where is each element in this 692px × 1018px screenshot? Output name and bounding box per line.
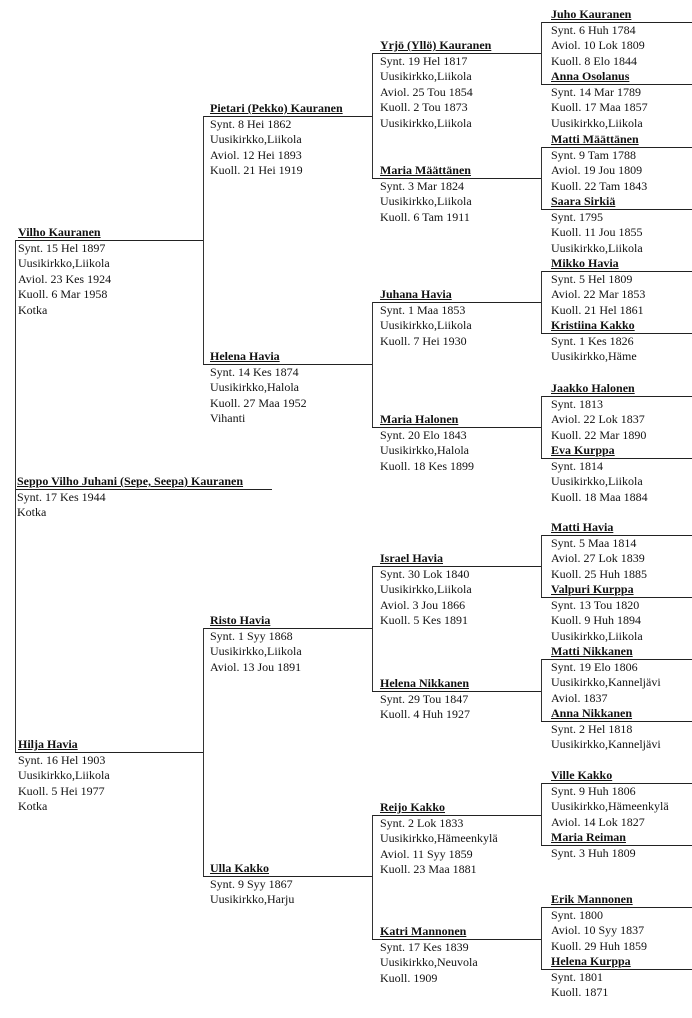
person-name: Mikko Havia xyxy=(551,256,619,270)
name-rule xyxy=(541,783,692,784)
person-detail: Synt. 9 Huh 1806 xyxy=(551,783,636,798)
connector-line xyxy=(15,240,16,752)
person-detail: Uusikirkko,Liikola xyxy=(380,582,472,596)
person-detail: Kuoll. 18 Maa 1884 xyxy=(551,489,648,504)
connector-line xyxy=(203,116,204,364)
person-detail: Synt. 1800 xyxy=(551,907,604,922)
person-detail: Aviol. 10 Syy 1837 xyxy=(551,923,645,937)
name-rule xyxy=(541,907,692,908)
person-detail: Uusikirkko,Liikola xyxy=(551,628,643,643)
connector-line xyxy=(541,783,542,845)
person-detail: Uusikirkko,Hämeenkylä xyxy=(551,799,669,813)
name-rule xyxy=(541,271,692,272)
name-rule xyxy=(541,209,692,210)
person-detail: Kuoll. 7 Hei 1930 xyxy=(380,333,467,348)
person-name: Erik Mannonen xyxy=(551,892,633,906)
person-detail: Kuoll. 22 Mar 1890 xyxy=(551,427,647,442)
person-detail: Synt. 1814 xyxy=(551,458,604,473)
person-name: Valpuri Kurppa xyxy=(551,582,634,596)
person-detail: Kuoll. 23 Maa 1881 xyxy=(380,862,477,876)
name-rule xyxy=(541,84,692,85)
person-matti-nikkanen xyxy=(551,644,661,706)
person-name: Katri Mannonen xyxy=(380,924,467,938)
person-name: Reijo Kakko xyxy=(380,800,446,814)
person-detail: Kuoll. 6 Tam 1911 xyxy=(380,209,470,224)
person-name: Maria Määttänen xyxy=(380,163,471,177)
person-detail: Synt. 9 Syy 1867 xyxy=(210,876,293,891)
person-juhana-havia xyxy=(380,287,472,349)
person-saara-sirkia xyxy=(551,194,643,256)
person-detail: Kuoll. 29 Huh 1859 xyxy=(551,938,647,953)
name-rule xyxy=(541,458,692,459)
person-maria-maattanen xyxy=(380,163,472,225)
person-detail: Kotka xyxy=(17,505,47,519)
person-name: Yrjö (Yllö) Kauranen xyxy=(380,38,492,52)
person-detail: Synt. 1 Maa 1853 xyxy=(380,302,466,317)
person-detail: Aviol. 13 Jou 1891 xyxy=(210,659,302,674)
person-detail: Uusikirkko,Hämeenkylä xyxy=(380,831,498,845)
person-mikko-havia xyxy=(551,256,645,318)
person-detail: Kotka xyxy=(18,302,48,317)
person-detail: Uusikirkko,Liikola xyxy=(18,768,110,782)
person-juho-kauranen xyxy=(551,7,645,69)
person-detail: Aviol. 19 Jou 1809 xyxy=(551,163,643,177)
person-detail: Synt. 1 Kes 1826 xyxy=(551,333,634,348)
person-name: Juho Kauranen xyxy=(551,7,632,21)
person-detail: Aviol. 27 Lok 1839 xyxy=(551,551,645,565)
person-detail: Kuoll. 11 Jou 1855 xyxy=(551,225,643,239)
name-rule xyxy=(372,939,541,940)
person-detail: Uusikirkko,Liikola xyxy=(380,115,472,130)
person-name: Eva Kurppa xyxy=(551,443,615,457)
person-detail: Aviol. 10 Lok 1809 xyxy=(551,38,645,52)
connector-line xyxy=(541,659,542,721)
person-detail: Kuoll. 6 Mar 1958 xyxy=(18,287,108,301)
person-detail: Uusikirkko,Liikola xyxy=(380,194,472,208)
person-detail: Synt. 1795 xyxy=(551,209,604,224)
person-name: Israel Havia xyxy=(380,551,443,565)
person-detail: Uusikirkko,Liikola xyxy=(380,318,472,332)
name-rule xyxy=(372,53,541,54)
person-detail: Uusikirkko,Häme xyxy=(551,349,637,363)
person-helena-kurppa xyxy=(551,954,631,1001)
person-name: Kristiina Kakko xyxy=(551,318,635,332)
person-detail: Kuoll. 8 Elo 1844 xyxy=(551,53,637,68)
connector-line xyxy=(372,815,373,939)
person-detail: Kuoll. 17 Maa 1857 xyxy=(551,100,648,114)
person-detail: Kuoll. 2 Tou 1873 xyxy=(380,100,468,114)
person-helena-havia xyxy=(210,349,307,427)
person-anna-nikkanen xyxy=(551,706,661,753)
person-detail: Aviol. 1837 xyxy=(551,690,608,705)
person-detail: Aviol. 22 Mar 1853 xyxy=(551,287,646,301)
person-detail: Uusikirkko,Harju xyxy=(210,892,295,906)
person-detail: Synt. 5 Hel 1809 xyxy=(551,271,633,286)
person-jaakko-halonen xyxy=(551,381,646,443)
name-rule xyxy=(541,333,692,334)
connector-line xyxy=(372,566,373,691)
person-matti-maattanen xyxy=(551,132,647,194)
connector-line xyxy=(541,396,542,458)
connector-line xyxy=(203,628,204,876)
person-detail: Synt. 15 Hel 1897 xyxy=(18,240,106,255)
connector-line xyxy=(541,907,542,969)
person-detail: Synt. 3 Huh 1809 xyxy=(551,845,636,860)
connector-line xyxy=(541,271,542,333)
person-detail: Synt. 9 Tam 1788 xyxy=(551,147,636,162)
person-detail: Synt. 3 Mar 1824 xyxy=(380,178,464,193)
person-detail: Synt. 1 Syy 1868 xyxy=(210,628,293,643)
person-detail: Kuoll. 4 Huh 1927 xyxy=(380,707,470,721)
person-detail: Uusikirkko,Liikola xyxy=(210,132,302,146)
person-detail: Kotka xyxy=(18,799,48,813)
person-katri-mannonen xyxy=(380,924,478,986)
name-rule xyxy=(372,691,541,692)
person-detail: Synt. 1801 xyxy=(551,969,604,984)
person-detail: Synt. 20 Elo 1843 xyxy=(380,427,467,442)
person-detail: Aviol. 23 Kes 1924 xyxy=(18,271,112,286)
person-name: Hilja Havia xyxy=(18,737,78,751)
person-detail: Synt. 16 Hel 1903 xyxy=(18,752,106,767)
person-risto-havia xyxy=(210,613,302,675)
person-eva-kurppa xyxy=(551,443,648,505)
person-detail: Synt. 19 Elo 1806 xyxy=(551,659,638,674)
person-detail: Synt. 14 Kes 1874 xyxy=(210,364,299,379)
person-erik-mannonen xyxy=(551,892,647,954)
person-helena-nikkanen xyxy=(380,676,470,723)
person-detail: Synt. 2 Hel 1818 xyxy=(551,721,633,736)
person-name: Helena Kurppa xyxy=(551,954,631,968)
person-detail: Kuoll. 1909 xyxy=(380,970,438,985)
person-detail: Aviol. 14 Lok 1827 xyxy=(551,814,645,829)
name-rule xyxy=(541,396,692,397)
person-detail: Uusikirkko,Liikola xyxy=(18,256,110,270)
person-detail: Uusikirkko,Liikola xyxy=(380,69,472,83)
connector-line xyxy=(372,53,373,178)
person-detail: Synt. 17 Kes 1839 xyxy=(380,939,469,954)
person-name: Matti Havia xyxy=(551,520,614,534)
person-name: Jaakko Halonen xyxy=(551,381,635,395)
person-name: Ulla Kakko xyxy=(210,861,270,875)
person-name: Helena Nikkanen xyxy=(380,676,470,690)
person-name: Maria Reiman xyxy=(551,830,626,844)
person-detail: Uusikirkko,Kanneljävi xyxy=(551,737,661,751)
person-detail: Synt. 1813 xyxy=(551,396,604,411)
person-detail: Uusikirkko,Liikola xyxy=(551,240,643,255)
name-rule xyxy=(15,240,203,241)
person-detail: Synt. 8 Hei 1862 xyxy=(210,116,292,131)
person-detail: Kuoll. 9 Huh 1894 xyxy=(551,613,641,627)
person-detail: Aviol. 22 Lok 1837 xyxy=(551,412,645,426)
person-detail: Synt. 14 Mar 1789 xyxy=(551,84,641,99)
person-ville-kakko xyxy=(551,768,669,830)
name-rule xyxy=(15,752,203,753)
person-detail: Kuoll. 21 Hel 1861 xyxy=(551,302,644,317)
name-rule xyxy=(541,659,692,660)
person-kristiina-kakko xyxy=(551,318,637,365)
name-rule xyxy=(372,427,541,428)
person-detail: Uusikirkko,Halola xyxy=(380,443,469,457)
person-maria-halonen xyxy=(380,412,474,474)
name-rule xyxy=(372,566,541,567)
person-detail: Kuoll. 18 Kes 1899 xyxy=(380,458,474,473)
name-rule xyxy=(541,22,692,23)
person-name: Pietari (Pekko) Kauranen xyxy=(210,101,343,115)
person-hilja-havia xyxy=(18,737,110,815)
person-pietari-pekko-kauranen xyxy=(210,101,343,179)
person-detail: Uusikirkko,Liikola xyxy=(551,474,643,488)
name-rule xyxy=(203,116,372,117)
connector-line xyxy=(541,22,542,84)
person-name: Risto Havia xyxy=(210,613,271,627)
person-detail: Uusikirkko,Halola xyxy=(210,380,299,394)
person-detail: Aviol. 11 Syy 1859 xyxy=(380,846,473,861)
name-rule xyxy=(203,628,372,629)
person-ulla-kakko xyxy=(210,861,294,908)
name-rule xyxy=(541,969,692,970)
person-detail: Kuoll. 27 Maa 1952 xyxy=(210,395,307,410)
person-name: Anna Nikkanen xyxy=(551,706,633,720)
person-detail: Kuoll. 1871 xyxy=(551,985,609,999)
person-seppo-vilho-juhani-sepe-seepa-kauranen xyxy=(17,474,243,521)
person-detail: Kuoll. 25 Huh 1885 xyxy=(551,566,647,581)
connector-line xyxy=(541,535,542,597)
person-name: Vilho Kauranen xyxy=(18,225,101,239)
person-name: Seppo Vilho Juhani (Sepe, Seepa) Kauranen xyxy=(17,474,244,488)
person-detail: Uusikirkko,Liikola xyxy=(551,115,643,130)
person-name: Ville Kakko xyxy=(551,768,613,782)
person-detail: Synt. 19 Hel 1817 xyxy=(380,53,468,68)
person-detail: Kuoll. 21 Hei 1919 xyxy=(210,163,303,177)
person-detail: Kuoll. 5 Hei 1977 xyxy=(18,783,105,798)
person-detail: Aviol. 3 Jou 1866 xyxy=(380,597,466,612)
name-rule xyxy=(372,302,541,303)
person-reijo-kakko xyxy=(380,800,498,878)
person-name: Anna Osolanus xyxy=(551,69,630,83)
name-rule xyxy=(541,147,692,148)
person-detail: Uusikirkko,Liikola xyxy=(210,644,302,658)
person-detail: Synt. 17 Kes 1944 xyxy=(17,489,106,504)
person-detail: Synt. 30 Lok 1840 xyxy=(380,566,470,581)
person-detail: Aviol. 12 Hei 1893 xyxy=(210,147,302,162)
person-detail: Aviol. 25 Tou 1854 xyxy=(380,84,473,99)
person-israel-havia xyxy=(380,551,472,629)
name-rule xyxy=(15,489,272,490)
person-detail: Synt. 5 Maa 1814 xyxy=(551,535,637,550)
person-matti-havia xyxy=(551,520,647,582)
person-name: Saara Sirkiä xyxy=(551,194,616,208)
person-detail: Synt. 2 Lok 1833 xyxy=(380,815,464,830)
connector-line xyxy=(541,147,542,209)
person-anna-osolanus xyxy=(551,69,648,131)
name-rule xyxy=(203,876,372,877)
person-detail: Synt. 29 Tou 1847 xyxy=(380,691,469,706)
name-rule xyxy=(541,721,692,722)
name-rule xyxy=(541,535,692,536)
person-detail: Kuoll. 22 Tam 1843 xyxy=(551,178,648,193)
person-name: Helena Havia xyxy=(210,349,280,363)
name-rule xyxy=(372,178,541,179)
person-name: Juhana Havia xyxy=(380,287,452,301)
person-valpuri-kurppa xyxy=(551,582,643,644)
name-rule xyxy=(541,845,692,846)
person-name: Maria Halonen xyxy=(380,412,459,426)
name-rule xyxy=(203,364,372,365)
person-detail: Synt. 6 Huh 1784 xyxy=(551,22,636,37)
person-name: Matti Nikkanen xyxy=(551,644,633,658)
name-rule xyxy=(372,815,541,816)
person-detail: Uusikirkko,Kanneljävi xyxy=(551,675,661,689)
name-rule xyxy=(541,597,692,598)
person-name: Matti Määttänen xyxy=(551,132,639,146)
person-detail: Uusikirkko,Neuvola xyxy=(380,955,478,969)
person-detail: Vihanti xyxy=(210,411,246,425)
person-detail: Kuoll. 5 Kes 1891 xyxy=(380,613,468,627)
person-detail: Synt. 13 Tou 1820 xyxy=(551,597,640,612)
connector-line xyxy=(372,302,373,427)
